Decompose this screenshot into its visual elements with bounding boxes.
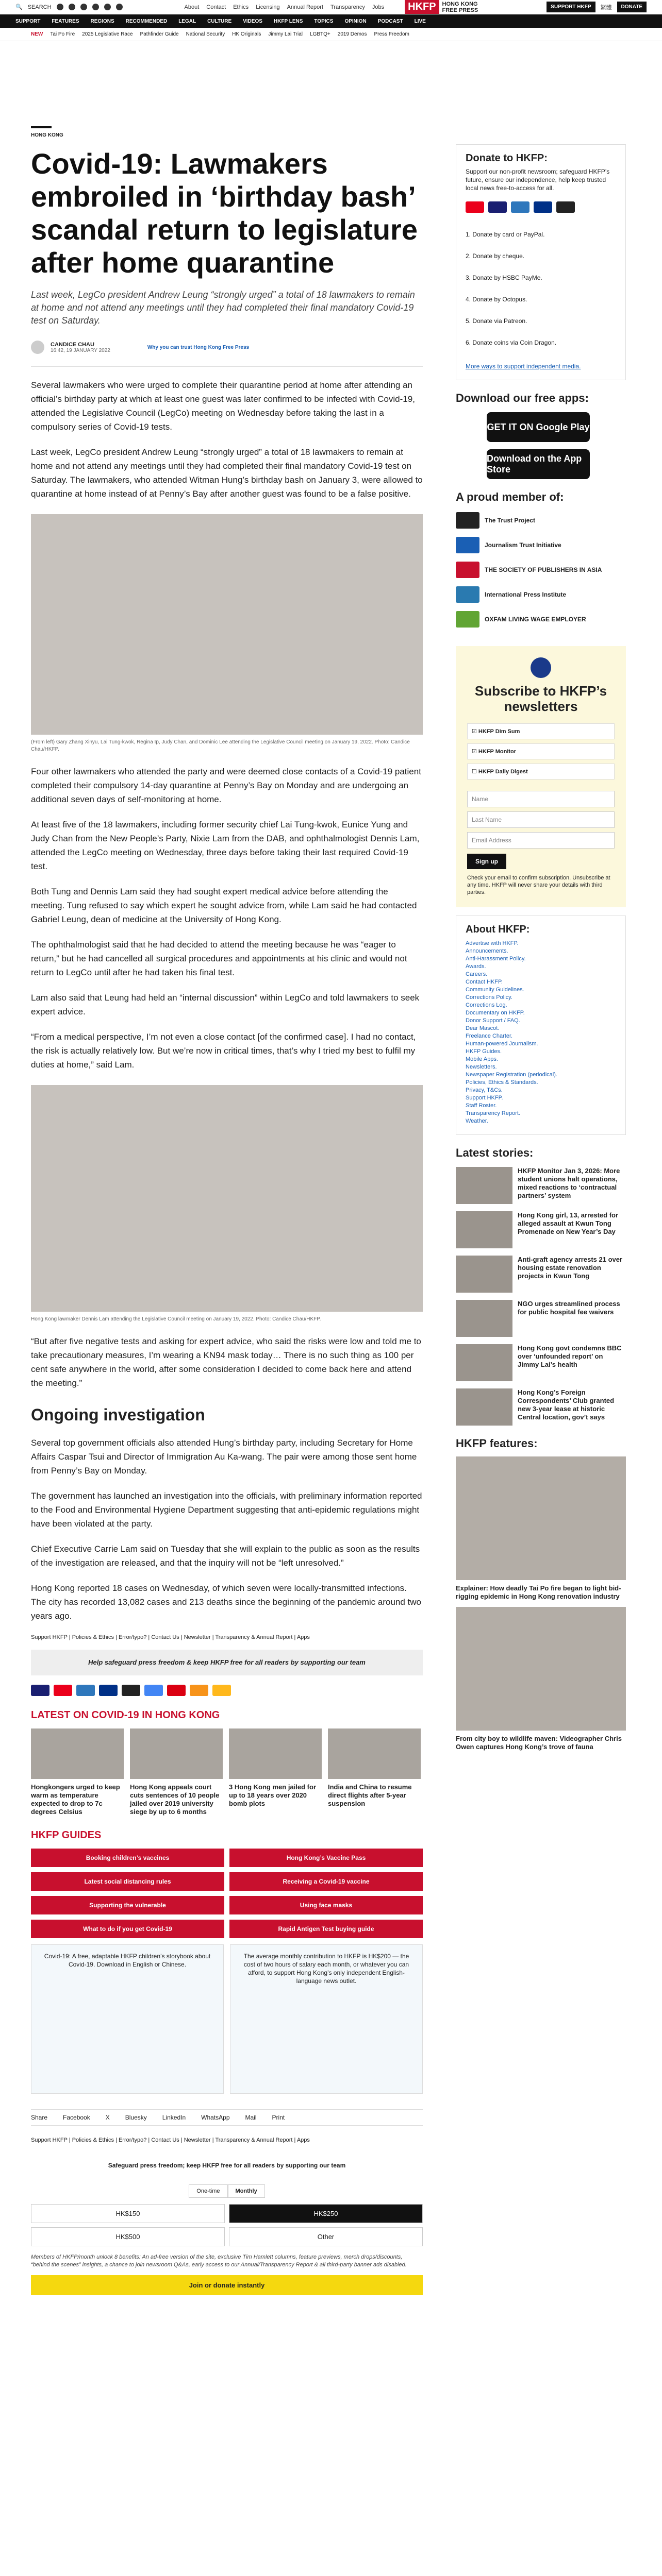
- card-title[interactable]: 3 Hong Kong men jailed for up to 18 years over 2020 bomb plots: [229, 1783, 317, 1807]
- newsletter-title: Subscribe to HKFP’s newsletters: [474, 683, 607, 714]
- topic-link[interactable]: National Security: [186, 31, 225, 37]
- guide-button[interactable]: What to do if you get Covid-19: [31, 1920, 224, 1938]
- x-icon[interactable]: [69, 4, 75, 10]
- ethics-link[interactable]: Ethics: [233, 4, 249, 10]
- nav-item[interactable]: VIDEOS: [243, 18, 262, 24]
- guides-title: HKFP GUIDES: [31, 1829, 102, 1841]
- share-print[interactable]: Print: [272, 2114, 285, 2121]
- trust-link[interactable]: Why you can trust Hong Kong Free Press: [147, 344, 250, 350]
- storybook-promo[interactable]: Covid-19: A free, adaptable HKFP children’s storybook about Covid-19. Download in English or Chinese.: [31, 1944, 224, 2094]
- ipi-logo: [456, 586, 479, 603]
- feature-title[interactable]: From city boy to wildlife maven: Videographer Chris Owen captures Hong Kong’s trove of fauna: [456, 1735, 622, 1751]
- about-link[interactable]: Donor Support / FAQ.: [466, 1018, 520, 1024]
- latest-list: [31, 1728, 423, 1816]
- photo-caption: Hong Kong lawmaker Dennis Lam attending the Legislative Council meeting on January 19, 2022. Photo: Candice Chau/HKFP.: [31, 1316, 321, 1322]
- section-rule: [31, 126, 52, 128]
- sopa-logo: [456, 562, 479, 578]
- about-link[interactable]: Transparency Report.: [466, 1110, 520, 1116]
- share-bar: [31, 2109, 423, 2126]
- about-link[interactable]: Contact HKFP.: [466, 979, 503, 985]
- donate-amounts: [31, 2204, 423, 2246]
- paragraph: Hong Kong reported 18 cases on Wednesday, of which seven were locally-transmitted infections. The city has recorded 13,082 cases and 213 deaths since the beginning of the pandemic around two years ago.: [31, 1583, 422, 1621]
- member-name: Journalism Trust Initiative: [485, 541, 561, 549]
- about-link[interactable]: Human-powered Journalism.: [466, 1041, 538, 1047]
- newsletter-name: HKFP Daily Digest: [478, 769, 528, 775]
- member-org[interactable]: [456, 611, 626, 628]
- annual-report-link[interactable]: Annual Report: [287, 4, 323, 10]
- mastercard-icon: [466, 201, 484, 213]
- nav-item[interactable]: LEGAL: [178, 18, 196, 24]
- paragraph: The ophthalmologist said that he had decided to attend the meeting because he was “eager to return,” but he had cancelled all surgical procedures and appointments at his clinic and would not return to LegCo until after he had taken his final test.: [31, 940, 407, 977]
- about-link[interactable]: Corrections Log.: [466, 1002, 507, 1008]
- guide-button[interactable]: Rapid Antigen Test buying guide: [229, 1920, 423, 1938]
- footer-links[interactable]: Support HKFP | Policies & Ethics | Error/typo? | Contact Us | Newsletter | Transparency & Annual Report | Apps: [31, 1634, 310, 1640]
- threads-icon[interactable]: [116, 4, 123, 10]
- hkfp-badge-icon: [531, 657, 551, 678]
- latest-title: LATEST ON COVID-19 IN HONG KONG: [31, 1709, 220, 1721]
- share-label: Share: [31, 2114, 48, 2121]
- story-title[interactable]: Hong Kong girl, 13, arrested for alleged assault at Kwun Tong Promenade on New Year’s Day: [518, 1211, 619, 1235]
- member-org[interactable]: [456, 512, 626, 529]
- search-icon[interactable]: 🔍: [15, 4, 23, 10]
- feature-image[interactable]: [456, 1607, 626, 1731]
- app-store-badge[interactable]: Download on the App Store: [487, 449, 590, 479]
- about-link[interactable]: Anti-Harassment Policy.: [466, 956, 526, 962]
- visa-icon: [488, 201, 507, 213]
- story-thumb: [456, 1211, 512, 1248]
- donate-tabs: [31, 2184, 423, 2198]
- tab-one-time[interactable]: One-time: [189, 2184, 227, 2198]
- paragraph: The government has launched an investigation into the officials, with preliminary information reported to the Food and Environmental Hygiene Department suggesting that anti-epidemic regulations might have been violated at the party.: [31, 1491, 422, 1529]
- licensing-link[interactable]: Licensing: [256, 4, 280, 10]
- transparency-link[interactable]: Transparency: [330, 4, 365, 10]
- author-avatar: [31, 341, 44, 354]
- about-heading: About HKFP:: [466, 924, 530, 935]
- guide-button[interactable]: Receiving a Covid-19 vaccine: [229, 1872, 423, 1891]
- paypal-icon: [534, 201, 552, 213]
- member-org[interactable]: [456, 562, 626, 578]
- photo-caption: (From left) Gary Zhang Xinyu, Lai Tung-kwok, Regina Ip, Judy Chan, and Dominic Lee attending the Legislative Council meeting on January 19, 2022. Photo: Candice Chau/HKFP.: [31, 739, 410, 752]
- byline: [31, 341, 423, 354]
- payment-icons: [31, 1685, 423, 1696]
- subheading: Ongoing investigation: [31, 1405, 205, 1424]
- about-link[interactable]: Advertise with HKFP.: [466, 940, 519, 946]
- about-link[interactable]: Announcements.: [466, 948, 508, 954]
- guide-button[interactable]: Booking children’s vaccines: [31, 1849, 224, 1867]
- jobs-link[interactable]: Jobs: [372, 4, 385, 10]
- amount-option[interactable]: HK$500: [31, 2227, 225, 2246]
- nav-item[interactable]: CULTURE: [207, 18, 232, 24]
- story-title[interactable]: NGO urges streamlined process for public hospital fee waivers: [518, 1300, 620, 1316]
- topic-link[interactable]: LGBTQ+: [310, 31, 330, 37]
- instagram-icon[interactable]: [80, 4, 87, 10]
- about-box: [456, 916, 626, 1135]
- topic-link[interactable]: 2019 Demos: [337, 31, 367, 37]
- payme-icon: [167, 1685, 186, 1696]
- paragraph: Lam also said that Leung had held an “internal discussion” within LegCo and told lawmakers to seek expert advice.: [31, 993, 420, 1016]
- about-link[interactable]: Freelance Charter.: [466, 1033, 513, 1039]
- story-title[interactable]: Hong Kong’s Foreign Correspondents’ Club granted new 3-year lease at historic Central location, gov’t says: [518, 1388, 615, 1421]
- newsletter-option[interactable]: ☑ HKFP Monitor: [467, 743, 615, 759]
- side-payment-icons: [466, 201, 616, 213]
- member-name: International Press Institute: [485, 591, 567, 598]
- story-thumb: [456, 1344, 512, 1381]
- article-title: Covid-19: Lawmakers embroiled in ‘birthday bash’ scandal return to legislature after home quarantine: [31, 147, 418, 279]
- amount-option[interactable]: Other: [229, 2227, 423, 2246]
- oxfam-logo: [456, 611, 479, 628]
- apps-heading: Download our free apps:: [456, 392, 589, 404]
- paragraph: Four other lawmakers who attended the party and were deemed close contacts of a Covid-19 patient completed their compulsory 14-day quarantine at Penny’s Bay on Monday and are undergoing an additional seven days of self-monitoring at home.: [31, 767, 421, 804]
- donate-text[interactable]: Support our non-profit newsroom; safeguard HKFP’s future, ensure our independence, help keep trusted local news free-to-access for all.: [466, 168, 610, 192]
- donate-button[interactable]: DONATE: [617, 2, 647, 12]
- feature-title[interactable]: Explainer: How deadly Tai Po fire began to light bid-rigging epidemic in Hong Kong renovation industry: [456, 1584, 621, 1600]
- about-link[interactable]: Policies, Ethics & Standards.: [466, 1079, 538, 1086]
- applepay-icon: [556, 201, 575, 213]
- member-name: The Trust Project: [485, 517, 536, 524]
- story-thumb: [456, 1300, 512, 1337]
- signup-note: Check your email to confirm subscription. Unsubscribe at any time. HKFP will never share your details with third parties.: [467, 875, 610, 895]
- nav-item[interactable]: RECOMMENDED: [125, 18, 168, 24]
- article-photo: [31, 514, 423, 735]
- amount-option[interactable]: HK$250: [229, 2204, 423, 2223]
- share-linkedin[interactable]: LinkedIn: [162, 2114, 186, 2121]
- topic-link[interactable]: HK Originals: [232, 31, 261, 37]
- top-bar: [0, 0, 662, 14]
- story-title[interactable]: Anti-graft agency arrests 21 over housing estate renovation projects in Kwun Tong: [518, 1256, 623, 1280]
- card-thumbnail: [229, 1728, 322, 1779]
- applepay-icon: [122, 1685, 140, 1696]
- paragraph: Both Tung and Dennis Lam said they had sought expert medical advice before attending the meeting. Tung refused to say which expert he sought advice from, while Lam said he had contacted Gabriel Leung, dean of medicine at the University of Hong Kong.: [31, 887, 417, 924]
- latest-card[interactable]: [328, 1728, 421, 1816]
- card-thumbnail: [31, 1728, 124, 1779]
- publish-date: 16:42, 19 JANUARY 2022: [51, 347, 110, 353]
- share-facebook[interactable]: Facebook: [63, 2114, 90, 2121]
- donate-way[interactable]: 5. Donate via Patreon.: [466, 317, 527, 325]
- about-link[interactable]: Support HKFP.: [466, 1095, 503, 1101]
- features-heading: HKFP features:: [456, 1437, 538, 1450]
- googlepay-icon: [144, 1685, 163, 1696]
- nav-item[interactable]: TOPICS: [314, 18, 334, 24]
- about-link[interactable]: Newsletters.: [466, 1064, 497, 1070]
- story-title[interactable]: HKFP Monitor Jan 3, 2026: More student unions halt operations, mixed reactions to ‘contractual partners’ system: [518, 1167, 620, 1199]
- story-item[interactable]: [456, 1344, 626, 1381]
- google-play-badge[interactable]: GET IT ON Google Play: [487, 412, 590, 442]
- octopus-icon: [212, 1685, 231, 1696]
- name-field[interactable]: Name: [467, 791, 615, 807]
- about-link[interactable]: Weather.: [466, 1118, 488, 1124]
- about-link[interactable]: About: [184, 4, 200, 10]
- card-thumbnail: [130, 1728, 223, 1779]
- last-name-field[interactable]: Last Name: [467, 811, 615, 828]
- about-link[interactable]: Documentary on HKFP.: [466, 1010, 525, 1016]
- about-link[interactable]: Careers.: [466, 971, 488, 977]
- about-link[interactable]: Newspaper Registration (periodical).: [466, 1072, 557, 1078]
- guide-button[interactable]: Latest social distancing rules: [31, 1872, 224, 1891]
- facebook-icon[interactable]: [57, 4, 63, 10]
- standfirst: Last week, LegCo president Andrew Leung “strongly urged” a total of 18 lawmakers to remain at home and not attend any meetings until they had completed their final mandatory Covid-19 test on Saturday.: [31, 290, 415, 326]
- email-field[interactable]: Email Address: [467, 832, 615, 849]
- nav-item[interactable]: REGIONS: [90, 18, 114, 24]
- amount-option[interactable]: HK$150: [31, 2204, 225, 2223]
- amex-icon: [76, 1685, 95, 1696]
- logo-line-1: HONG KONG: [442, 1, 478, 7]
- guide-button[interactable]: Supporting the vulnerable: [31, 1896, 224, 1914]
- story-item[interactable]: [456, 1211, 626, 1248]
- donate-note: Members of HKFP/month unlock 8 benefits: An ad-free version of the site, exclusive Tim Hamlett columns, feature previews, merch drops/discounts, “behind the scenes” insights, a chance to join newsroom Q&As, early access to our Annual/Transparency Report & all third-party banner ads disabled.: [31, 2254, 407, 2268]
- topic-link[interactable]: Tai Po Fire: [50, 31, 75, 37]
- section-label[interactable]: HONG KONG: [31, 132, 63, 138]
- sidebar: [456, 41, 626, 2295]
- latest-card[interactable]: [130, 1728, 223, 1816]
- promo-row: [31, 1944, 423, 2094]
- story-thumb: [456, 1388, 512, 1426]
- about-link[interactable]: HKFP Guides.: [466, 1048, 502, 1055]
- donate-way[interactable]: 6. Donate coins via Coin Dragon.: [466, 339, 557, 346]
- support-banner[interactable]: Help safeguard press freedom & keep HKFP free for all readers by supporting our team: [31, 1650, 423, 1675]
- paragraph: Several top government officials also attended Hung’s birthday party, including Secretary for Home Affairs Caspar Tsui and Director of Immigration Au Ka-wang. The pair were among those sent home from Penny’s Bay on Monday.: [31, 1438, 417, 1476]
- youtube-icon[interactable]: [92, 4, 99, 10]
- top-left: [15, 4, 123, 10]
- main-nav: [0, 14, 662, 28]
- story-item[interactable]: [456, 1388, 626, 1426]
- support-button[interactable]: SUPPORT HKFP: [547, 2, 595, 12]
- top-right: [547, 2, 647, 12]
- guides-grid: [31, 1849, 423, 1938]
- site-logo[interactable]: [405, 0, 478, 14]
- story-thumb: [456, 1256, 512, 1293]
- stories-heading: Latest stories:: [456, 1146, 534, 1159]
- story-item[interactable]: [456, 1167, 626, 1204]
- paragraph: At least five of the 18 lawmakers, including former security chief Lai Tung-kwok, Eunice Yung and Judy Chan from the New People’s Party, Nixie Lam from the DAB, and ophthalmologist Dennis Lam, attended the LegCo meeting on Wednesday, three days before taking their last required Covid-19 test.: [31, 820, 420, 871]
- about-link[interactable]: Privacy, T&Cs.: [466, 1087, 503, 1093]
- nav-item[interactable]: SUPPORT: [15, 18, 41, 24]
- share-whatsapp[interactable]: WhatsApp: [201, 2114, 230, 2121]
- nav-item[interactable]: OPINION: [344, 18, 367, 24]
- about-link[interactable]: Dear Mascot.: [466, 1025, 500, 1031]
- newsletter-box: [456, 646, 626, 907]
- footer-links[interactable]: Support HKFP | Policies & Ethics | Error/typo? | Contact Us | Newsletter | Transparency & Annual Report | Apps: [31, 2137, 310, 2143]
- paragraph: “But after five negative tests and asking for expert advice, who said the risks were low and told me to take precautionary measures, I’m wearing a KN94 mask today… There is no such thing as 100 per cent safe anywhere in the world, after some consideration I decided to come back here and attend the meeting.”: [31, 1336, 421, 1388]
- more-ways-link[interactable]: More ways to support independent media.: [466, 363, 581, 370]
- nav-item[interactable]: HKFP LENS: [273, 18, 303, 24]
- member-org[interactable]: [456, 586, 626, 603]
- card-title[interactable]: Hong Kong appeals court cuts sentences of 10 people jailed over 2019 university siege by up to 6 months: [130, 1783, 220, 1816]
- nav-item[interactable]: LIVE: [414, 18, 426, 24]
- contribution-promo[interactable]: The average monthly contribution to HKFP is HK$200 — the cost of two hours of salary each month, or whatever you can afford, to support Hong Kong’s only independent English-language news outlet.: [230, 1944, 423, 2094]
- donate-heading: Donate to HKFP:: [466, 152, 548, 164]
- top-links: [185, 4, 385, 10]
- newsletter-name: HKFP Monitor: [478, 749, 517, 755]
- about-link[interactable]: Awards.: [466, 963, 486, 970]
- about-link[interactable]: Corrections Policy.: [466, 994, 512, 1001]
- member-name: OXFAM LIVING WAGE EMPLOYER: [485, 616, 586, 623]
- newsletter-option[interactable]: ☑ HKFP Dim Sum: [467, 723, 615, 739]
- article-photo: [31, 1085, 423, 1312]
- jti-logo: [456, 537, 479, 553]
- story-title[interactable]: Hong Kong govt condemns BBC over ‘unfounded report’ on Jimmy Lai’s health: [518, 1344, 622, 1368]
- donate-banner[interactable]: Safeguard press freedom; keep HKFP free for all readers by supporting our team: [31, 2153, 423, 2178]
- paragraph: Several lawmakers who were urged to complete their quarantine period at home after attending an official’s birthday party at which at least one guest was later confirmed to be infected with Covid-19, attended the Legislative Council (LegCo) meeting on Wednesday before taking the last in a compulsory series of Covid-19 tests.: [31, 380, 415, 432]
- donate-way[interactable]: 2. Donate by cheque.: [466, 252, 525, 260]
- paragraph: Last week, LegCo president Andrew Leung “strongly urged” a total of 18 lawmakers to remain at home and not attend any meetings until they had completed their final mandatory Covid-19 test on Saturday. The lawmakers, who attended Witman Hung’s birthday bash on January 3, were allowed to quarantine at home instead of at Penny’s Bay after another guest was found to be a false positive.: [31, 447, 423, 499]
- card-title[interactable]: India and China to resume direct flights after 5-year suspension: [328, 1783, 412, 1807]
- story-item[interactable]: [456, 1256, 626, 1293]
- trust-project-logo: [456, 512, 479, 529]
- search-link[interactable]: SEARCH: [27, 4, 52, 10]
- share-x[interactable]: X: [105, 2114, 110, 2121]
- language-link[interactable]: 繁體: [600, 4, 612, 11]
- donate-way[interactable]: 3. Donate by HSBC PayMe.: [466, 274, 542, 281]
- linkedin-icon[interactable]: [104, 4, 111, 10]
- signup-button[interactable]: Sign up: [467, 854, 506, 869]
- paypal-icon: [99, 1685, 118, 1696]
- latest-card[interactable]: [229, 1728, 322, 1816]
- contact-link[interactable]: Contact: [206, 4, 226, 10]
- members-heading: A proud member of:: [456, 490, 564, 503]
- share-bluesky[interactable]: Bluesky: [125, 2114, 147, 2121]
- nav-item[interactable]: FEATURES: [52, 18, 79, 24]
- donate-box: [456, 144, 626, 380]
- guide-button[interactable]: Hong Kong’s Vaccine Pass: [229, 1849, 423, 1867]
- newsletter-name: HKFP Dim Sum: [478, 728, 520, 735]
- paragraph: Chief Executive Carrie Lam said on Tuesday that she will explain to the public as soon as the results of the investigation are released, and that the inquiry will not be “left unresolved.”: [31, 1544, 420, 1568]
- topic-nav: [0, 28, 662, 41]
- member-name: THE SOCIETY OF PUBLISHERS IN ASIA: [485, 566, 602, 573]
- about-list: [466, 940, 616, 1125]
- article: [31, 41, 423, 2295]
- donate-way[interactable]: 4. Donate by Octopus.: [466, 296, 527, 303]
- amex-icon: [511, 201, 529, 213]
- nav-item[interactable]: PODCAST: [377, 18, 403, 24]
- visa-icon: [31, 1685, 49, 1696]
- feature-image[interactable]: [456, 1456, 626, 1580]
- about-link[interactable]: Community Guidelines.: [466, 987, 524, 993]
- donate-way[interactable]: 1. Donate by card or PayPal.: [466, 231, 545, 238]
- about-link[interactable]: Mobile Apps.: [466, 1056, 498, 1062]
- new-label: NEW: [31, 31, 43, 37]
- author-name[interactable]: CANDICE CHAU: [51, 341, 94, 348]
- donate-cta[interactable]: Join or donate instantly: [31, 2275, 423, 2295]
- card-thumbnail: [328, 1728, 421, 1779]
- about-link[interactable]: Staff Roster.: [466, 1103, 497, 1109]
- card-title[interactable]: Hongkongers urged to keep warm as temperature expected to drop to 7c degrees Celsius: [31, 1783, 120, 1816]
- newsletter-option[interactable]: ☐ HKFP Daily Digest: [467, 764, 615, 779]
- story-item[interactable]: [456, 1300, 626, 1337]
- topic-link[interactable]: Press Freedom: [374, 31, 409, 37]
- paragraph: “From a medical perspective, I’m not even a close contact [of the confirmed case]. I had no contact, the risk is actually relatively low. But we’re now in critical times, that’s why I tried my best to fulfil my duties at home,” said Lam.: [31, 1032, 416, 1070]
- share-mail[interactable]: Mail: [245, 2114, 257, 2121]
- bitcoin-icon: [190, 1685, 208, 1696]
- story-thumb: [456, 1167, 512, 1204]
- member-org[interactable]: [456, 537, 626, 553]
- latest-card[interactable]: [31, 1728, 124, 1816]
- topic-link[interactable]: Jimmy Lai Trial: [268, 31, 303, 37]
- topic-link[interactable]: 2025 Legislative Race: [82, 31, 133, 37]
- mastercard-icon: [54, 1685, 72, 1696]
- tab-monthly[interactable]: Monthly: [228, 2184, 265, 2198]
- guide-button[interactable]: Using face masks: [229, 1896, 423, 1914]
- topic-link[interactable]: Pathfinder Guide: [140, 31, 179, 37]
- logo-mark: HKFP: [405, 0, 439, 14]
- logo-line-2: FREE PRESS: [442, 7, 478, 13]
